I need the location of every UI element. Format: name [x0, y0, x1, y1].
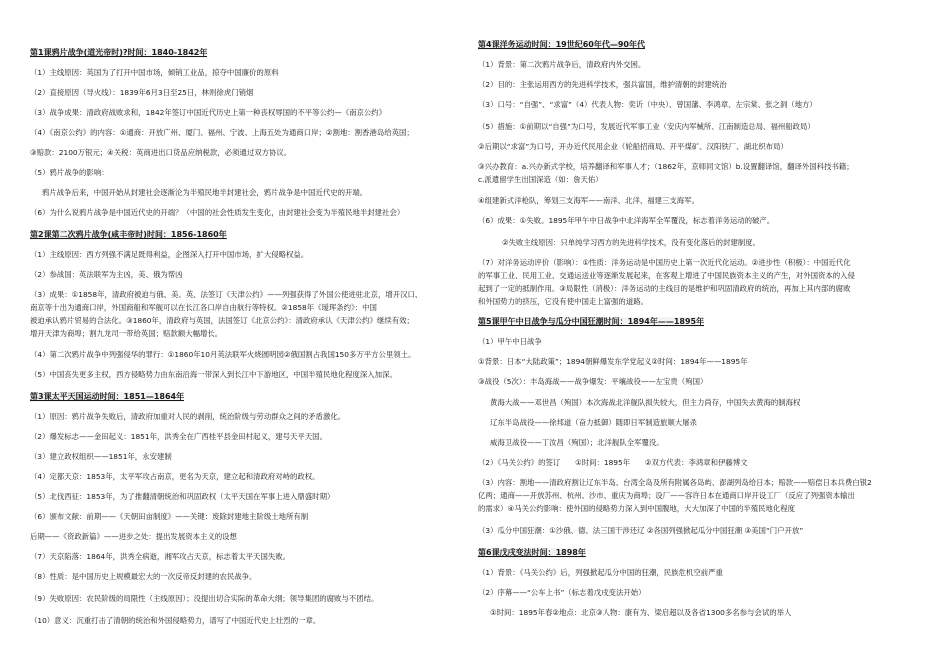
line-text: 黄海大战——邓世昌（殉国）本次海战北洋舰队损失较大，但主力尚存，中国失去黄海的制海权	[490, 398, 801, 407]
line-text: （2）目的：主张运用西方的先进科学技术，强兵富国，维护清朝的封建统治	[478, 80, 727, 89]
text-line	[478, 568, 723, 581]
text-line	[30, 412, 345, 425]
line-text: ②失败主线原因：只单纯学习西方的先进科学技术，没有变化落后的封建制度。	[502, 238, 760, 247]
text-line	[30, 329, 222, 342]
text-line	[478, 196, 699, 209]
line-text: （5）北伐西征：1853年，为了推翻清朝统治和巩固政权（太平天国在军事上进入鼎盛时期）	[30, 492, 335, 501]
line-text: （5）措施：①前期以“自强”为口号，发展近代军事工业（安庆内军械所、江南制造总局、福州船政局）	[478, 122, 815, 131]
text-line	[30, 512, 308, 525]
line-text: （10）意义：沉重打击了清朝的统治和外国侵略势力，谱写了中国近代史上壮烈的一章。	[30, 616, 321, 625]
text-line	[478, 357, 748, 370]
text-line	[30, 492, 334, 505]
line-text: （2）爆发标志——金田起义：1851年，洪秀全在广西桂平县金田村起义，建号天平天国。	[30, 432, 327, 441]
text-line	[478, 60, 645, 73]
text-line	[30, 572, 256, 585]
section-heading	[30, 48, 207, 61]
text-line	[502, 238, 760, 251]
text-line	[490, 438, 664, 451]
text-line	[478, 258, 851, 271]
line-text: ③战役（5次）：丰岛海战——战争爆发：平壤战役——左宝贵（殉国）	[478, 377, 708, 386]
text-line	[30, 68, 279, 81]
text-line	[30, 616, 320, 629]
text-line	[478, 458, 748, 471]
line-text: 第1课鸦片战争(道光帝时)?时间：1840-1842年	[30, 48, 208, 57]
line-text: （2）《马关公约》的签订 ①时间：1895年 ②双方代表：李鸿章和伊藤博文	[478, 458, 748, 467]
section-heading	[30, 230, 227, 243]
line-text: （3）建立政权组织——1851年，永安建制	[30, 452, 172, 461]
line-text: ①背景：日本“大陆政策”；1894朝鲜爆发东学党起义②时间：1894年——1895年	[478, 357, 748, 366]
text-line	[30, 88, 253, 101]
line-text: （3）口号：“自强”、“求富”（4）代表人物：奕䜣（中央）、曾国藩、李鸿章、左宗棠、张之洞（地方）	[478, 100, 817, 109]
line-text: ②后期以“求富”为口号，开办近代民用企业（轮船招商局、开平煤矿、汉阳铁厂、湖北织布局）	[478, 142, 788, 151]
text-line	[30, 168, 109, 181]
text-line	[478, 491, 855, 504]
text-line	[478, 478, 872, 491]
line-text: （1）背景：第二次鸦片战争后，清政府内外交困。	[478, 60, 646, 69]
text-line	[30, 432, 327, 445]
line-text: （7）天京陷落：1864年，洪秀全病逝，湘军攻占天京，标志着太平天国失败。	[30, 552, 291, 561]
line-text: 第6课戊戌变法时间：1898年	[478, 548, 586, 557]
text-line	[42, 188, 367, 201]
line-text: 的需求）④马关公约影响：使外国的侵略势力深入到中国腹地，大大加深了中国的半殖民地化程度	[478, 504, 796, 513]
text-line	[490, 418, 697, 431]
line-text: （3）战争成果：清政府战败求和，1842年签订中国近代历史上第一种丧权辱国的不平等公约—《南京公约》	[30, 108, 387, 117]
text-line	[478, 504, 795, 517]
line-text: 鸦片战争后来，中国开始从封建社会逐渐沦为半殖民地半封建社会，鸦片战争是中国近代史的开端。	[42, 188, 368, 197]
text-line	[478, 175, 603, 188]
line-text: （5）鸦片战争的影响：	[30, 168, 109, 177]
line-text: （5）中国丧失更多主权，西方侵略势力由东南沿海一带深入到长江中下游地区，中国半殖民地化程度深入加深。	[30, 370, 397, 379]
section-heading	[478, 548, 586, 561]
line-text: 威海卫战役——丁汝昌（殉国）；北洋舰队全军覆没。	[490, 438, 664, 447]
text-line	[30, 250, 308, 263]
text-line	[478, 122, 815, 135]
line-text: （1）背景：《马关公约》后，列强掀起瓜分中国的狂潮，民族危机空前严重	[478, 568, 723, 577]
text-line	[478, 377, 707, 390]
line-text: （1）甲午中日战争	[478, 337, 542, 346]
line-text: 第5课甲午中日战争与瓜分中国狂潮时间：1894年——1895年	[478, 317, 705, 326]
line-text: （9）失败原因：农民阶级的局限性（主线原因）；没提出切合实际的革命大纲；领导集团的腐败与不团结。	[30, 594, 379, 603]
line-text: （2）直接原因（导火线）：1839年6月3日至25日，林则徐虎门销烟	[30, 88, 254, 97]
text-line	[30, 290, 422, 303]
text-line	[30, 270, 183, 283]
text-line	[30, 316, 414, 329]
line-text: 第2课第二次鸦片战争(咸丰帝时)时间：1856-1860年	[30, 230, 227, 239]
text-line	[478, 588, 646, 601]
line-text: （6）颁布文献：前期——《天朝田亩制度》——关键：废除封建地主阶级土地所有制	[30, 512, 309, 521]
text-line	[30, 108, 386, 121]
line-text: （3）成果：①1858年，清政府被迫与俄、美、英、法签订《天津公约》——列强获得了外国公使进驻北京，增开汉口、	[30, 290, 423, 299]
line-text: 被迫承认鸦片贸易的合法化。③1860年，清政府与英国，法国签订《北京公约》：清政府承认《天津公约》继续有效；	[30, 316, 414, 325]
section-heading	[478, 317, 704, 330]
text-line	[30, 370, 397, 383]
text-line	[30, 594, 378, 607]
text-line	[30, 128, 414, 141]
text-line	[478, 162, 854, 175]
text-line	[30, 303, 377, 316]
line-text: 亿两；通商——开放苏州、杭州、沙市、重庆为商埠；设厂——容许日本在通商口岸开设工厂（反应了列强资本输出	[478, 491, 855, 500]
line-text: （1）主线原因：西方列强不满足既得利益，企图深入打开中国市场，扩大侵略权益。	[30, 250, 309, 259]
text-line	[30, 552, 290, 565]
text-line	[30, 472, 320, 485]
line-text: （4）定都天京：1853年，太平军攻占南京，更名为天京，建立起和清政府对峙的政权。	[30, 472, 320, 481]
text-line	[478, 526, 803, 539]
line-text: （4）第二次鸦片战争中列强侵华的罪行：①1860年10月英法联军火烧圆明园②俄国割占我国150多万平方公里领土。	[30, 350, 416, 359]
line-text: （1）主线原因：英国为了打开中国市场，倾销工业品，掠夺中国廉价的原料	[30, 68, 279, 77]
line-text: ③赔款：2100万银元；④关税：英商进出口货品应纳税款，必须通过双方协议。	[30, 148, 292, 157]
line-text: （2）序幕——“公车上书”（标志着戊戌变法开始）	[478, 588, 646, 597]
text-line	[478, 284, 850, 297]
line-text: （7）对洋务运动评价（影响）：①性质：洋务运动是中国历史上第一次近代化运动。②进步性（积极）：中国近代化	[478, 258, 851, 267]
text-line	[478, 216, 774, 229]
line-text: （4）《南京公约》的内容：①通商：开放广州、厦门、福州、宁波、上海五处为通商口岸；②割地：割香港岛给英国；	[30, 128, 414, 137]
section-heading	[478, 40, 645, 53]
text-line	[30, 350, 415, 363]
text-line	[478, 80, 727, 93]
line-text: ④组建新式洋枪队，筹划三支海军——南洋、北洋、福建三支海军。	[478, 196, 699, 205]
text-line	[30, 208, 404, 221]
line-text: 和外国势力的挤压，它没有使中国走上富强的道路。	[478, 297, 648, 306]
line-text: 第4课洋务运动时间：19世纪60年代—90年代	[478, 40, 645, 49]
line-text: 后期——《资政新篇》——进步之处：提出发展资本主义的设想	[30, 532, 237, 541]
line-text: （2）参战国：英法联军为主凶，美、俄为帮凶	[30, 270, 183, 279]
line-text: （1）原因：鸦片战争失败后，清政府加重对人民的剥削，统治阶级与劳动群众之间的矛盾激化。	[30, 412, 346, 421]
text-line	[478, 100, 817, 113]
line-text: （8）性质：是中国历史上规模最宏大的一次反帝反封建的农民战争。	[30, 572, 257, 581]
text-line	[490, 608, 791, 621]
line-text: 第3课太平天国运动时间：1851—1864年	[30, 392, 185, 401]
line-text: 南京等十出为通商口岸，外国商船和军舰可以在长江各口岸自由航行等特权。②1858年《瑷珲条约》：中国	[30, 303, 377, 312]
line-text: ③兴办教育：a.兴办新式学校，培养翻译和军事人才；（1862年，京师同文馆）b.设置翻译馆，翻译外国科技书籍；	[478, 162, 854, 171]
text-line	[30, 532, 237, 545]
line-text: （6）为什么说鸦片战争是中国近代史的开端？（中国的社会性质发生变化，由封建社会变为半殖民地半封建社会）	[30, 208, 405, 217]
line-text: 起到了一定的抵制作用。③局限性（消极）：洋务运动的主线目的是维护和巩固清政府的统治，再加上其内部的腐败	[478, 284, 851, 293]
line-text: （3）内容：割地——清政府割让辽东半岛、台湾全岛及所有附属各岛屿、澎湖列岛给日本；赔款——赔偿日本兵费白银2	[478, 478, 872, 487]
text-line	[478, 271, 855, 284]
line-text: 辽东半岛战役——徐邦道（奋力抵御）随即日军制造旅顺大屠杀	[490, 418, 697, 427]
section-heading	[30, 392, 184, 405]
line-text: ①时间：1895年春②地点：北京③人物：康有为、梁启超以及各省1300多名参与会试的举人	[490, 608, 792, 617]
line-text: （3）瓜分中国狂潮：①沙俄、德、法三国干涉还辽 ②各国列强掀起瓜分中国狂潮 ③美国“门户开放”	[478, 526, 804, 535]
text-line	[478, 297, 648, 310]
text-line	[30, 452, 172, 465]
line-text: （6）成果：①失败。1895年甲午中日战争中北洋海军全军覆没，标志着洋务运动的破产。	[478, 216, 775, 225]
line-text: c.派遣留学生出国深造（如：詹天佑）	[478, 175, 603, 184]
line-text: 增开天津为商埠；割九龙司一带给英国；赔款额大幅增长。	[30, 329, 223, 338]
text-line	[490, 398, 800, 411]
text-line	[478, 142, 788, 155]
text-line	[478, 337, 542, 350]
line-text: 的军事工业、民用工业、交通运送业等逐渐发展起来，在客观上增进了中国民族资本主义的产生，对外国资本的入侵	[478, 271, 855, 280]
text-line	[30, 148, 291, 161]
